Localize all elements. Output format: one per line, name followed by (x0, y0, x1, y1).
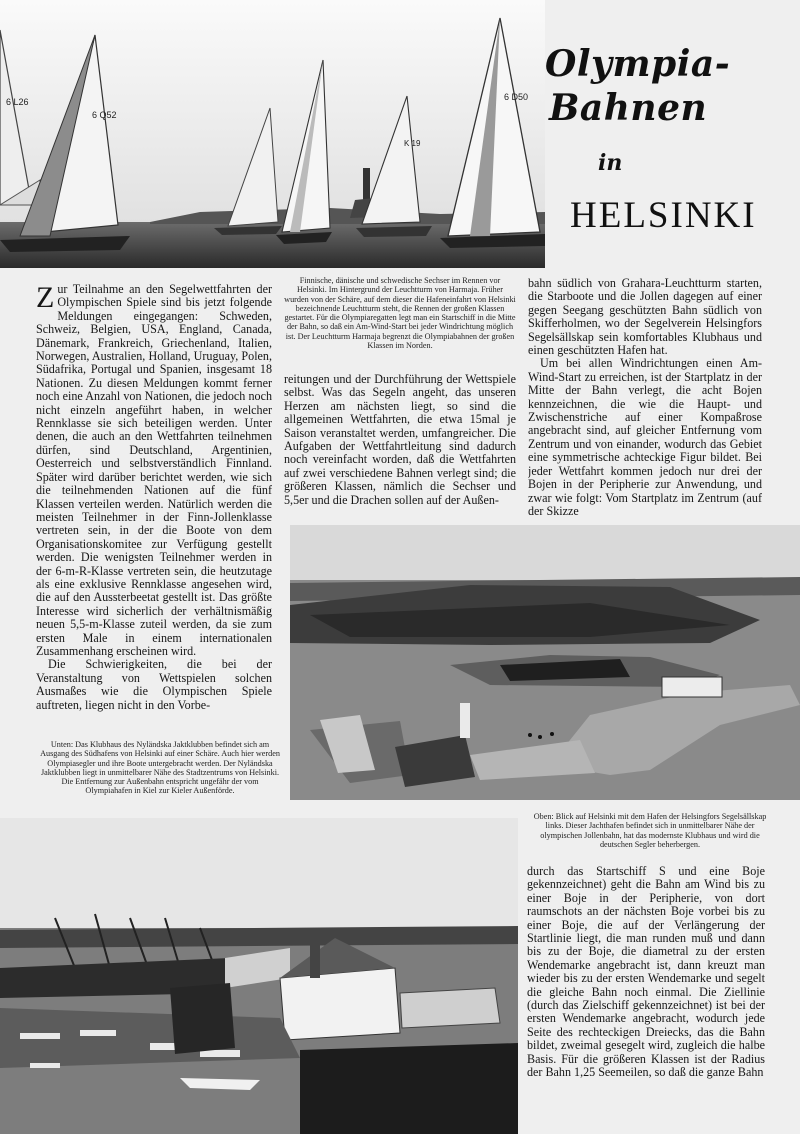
column1-para1: ur Teilnahme an den Segelwettfahrten der Olympischen Spiele sind bis jetzt folgende Meldungen eingegangen: Schweden, Schweiz, Belgien, USA, England, Canada, Dänemark, Frankreich, Griechenland, Italien, Norwegen, Australien, Holland, Uruguay, Polen, Südafrika, Portugal und Spanien, insgesamt 18 Nationen. Zu diesen Meldungen kommt ferner noch eine Anzahl von Nationen, die jedoch noch nicht einzeln angeführt haben, in welcher Rennklasse sie sich beteiligen werden. Unter denen, die auch an den Wettfahrten teilnehmen dürfen, sind Deutschland, Argentinien, Oesterreich und selbstverständlich Finnland. Später wird darüber berichtet werden, wie sich die teilnehmenden Nationen auf die fünf Klassen verteilen werden. Natürlich werden die meisten Teilnehmer in der Finn-Jollenklasse vertreten sein, in der die Boote von dem Organisationskomitee zur Verfügung gestellt werden. Die wenigsten Teilnehmer werden in der 6-m-R-Klasse vertreten sein, die heutzutage als eine exklusive Rennklasse angesehen wird, die auf den Aussterbeetat gestellt ist. Das größte Interesse wird sicherlich der verhältnismäßig neuen 5,5-m-Klasse zuteil werden, da sie zum ersten Male in einem internationalen Zusammenhang erscheinen wird. (36, 283, 272, 658)
article-column-4: durch das Startschiff S und eine Boje gekennzeichnet) geht die Bahn am Wind bis zu einer Boje in der Peripherie, von dort raumschots an der nächsten Boje vorbei bis zu einer Boje, die auf der Verlängerung der Startlinie liegt, die man runden muß und dann bis zu der Boje, die diametral zu der ersten Wendemarke angebracht ist, dann kreuzt man wieder bis zu der ersten Wendemarke und segelt die gleiche Bahn noch einmal. Die Ziellinie (durch das Zielschiff gekennzeichnet) ist bei der ersten Wendemarke angebracht, wodurch jede Seite des rechteckigen Dreiecks, das die Bahn bildet, zweimal gesegelt wird, zugleich die halbe Basis. Für die größeren Klassen ist der Radius der Bahn 1,25 Seemeilen, so daß die ganze Bahn (527, 865, 765, 1080)
sail-number: 6 Q52 (92, 110, 117, 120)
sail-number: 6 D50 (504, 92, 529, 102)
caption-aerial: Oben: Blick auf Helsinki mit dem Hafen der Helsingfors Segelsällskap links. Dieser Jachthafen befindet sich in unmittelbarer Nähe der olympischen Jollenbahn, hat das modernste Klubhaus und wird die deutschen Segler beherbergen. (533, 812, 767, 849)
column3-para2: Um bei allen Windrichtungen einen Am-Wind-Start zu erreichen, ist der Startplatz in der Mitte der Bahn verlegt, die acht Bojen kennzeichnen, die wie die Haupt- und Zwischenstriche auf einer Kompaßrose angebracht sind, auf gleicher Entfernung vom Zentrum und von einander, wodurch das Gebiet eine symmetrische achteckige Figur bildet. Bei jeder Wettfahrt kommen jedoch nur drei der Bojen in der Peripherie zur Anwendung, und zwar wie folgt: Vom Startplatz im Zentrum (auf der Skizze (528, 356, 762, 518)
article-column-3 (528, 277, 762, 522)
aerial-helsinki-photo (290, 525, 800, 800)
article-column-1 (36, 283, 272, 738)
title-city: HELSINKI (570, 195, 757, 236)
sail-number: 6 L26 (6, 97, 29, 107)
sailboats-photo (0, 0, 545, 268)
clubhouse-harbor-photo (0, 818, 518, 1134)
article-column-2: reitungen und der Durchführung der Wettspiele selbst. Was das Segeln angeht, das unseren Herzen am nächsten liegt, so sind die allgemeinen Wettfahrten, die etwa 15mal je Saison veranstaltet werden, umfangreicher. Die Aufgaben der Wettfahrtleitung sind dadurch noch vereinfacht worden, daß die Wettfahrten auf zwei verschiedene Bahnen verlegt sind; die größeren Klassen, nämlich die Sechser und 5,5er und die Drachen sollen auf der Außen- (284, 373, 516, 507)
title-connector: in (598, 150, 623, 176)
title-line-1: Olympia- (545, 43, 731, 85)
sail-number: K 19 (404, 139, 421, 148)
drop-cap: Z (36, 283, 55, 314)
page-title (545, 42, 785, 130)
caption-clubhouse: Unten: Das Klubhaus des Nyländska Jaktklubben befindet sich am Ausgang des Südhafens von Helsinki auf einer Schäre. Auch hier werden Olympiasegler und ihre Boote untergebracht werden. Der Nyländska Jaktklubben liegt in unmittelbarer Nähe des Stadtzentrums von Helsinki. Die Entfernung zur Außenbahn entspricht ungefähr der vom Olympiahafen in Kiel zur Kieler Außenförde. (40, 740, 280, 796)
title-line-2: Bahnen (549, 87, 708, 129)
column1-para2: Die Schwierigkeiten, die bei der Veranstaltung von Wettspielen solchen Ausmaßes wie die Olympischen Spiele auftreten, liegen nicht in den Vorbe- (36, 657, 272, 712)
column3-para1: bahn südlich von Grahara-Leuchtturm starten, die Starboote und die Jollen dagegen auf einer gegen Seegang geschützten Bahn südlich von Skifferholmen, wo der Segelverein Helsingfors Segelsällskap sein komfortables Klubhaus und einen geschützten Hafen hat. (528, 277, 762, 358)
caption-sailboats: Finnische, dänische und schwedische Sechser im Rennen vor Helsinki. Im Hintergrund der Leuchtturm von Harmaja. Früher wurden von der Schäre, auf dem dieser die Hafeneinfahrt von Helsinki bezeichnende Leuchtturm steht, die Rennen der großen Klassen gestartet. Für die Olympiaregatten legt man ein Startschiff in die Mitte der Bahn, so daß ein Am-Wind-Start bei jeder Windrichtung möglich ist. Der Leuchtturm Harmaja begrenzt die Olympiabahnen der großen Klassen im Norden. (284, 276, 516, 351)
